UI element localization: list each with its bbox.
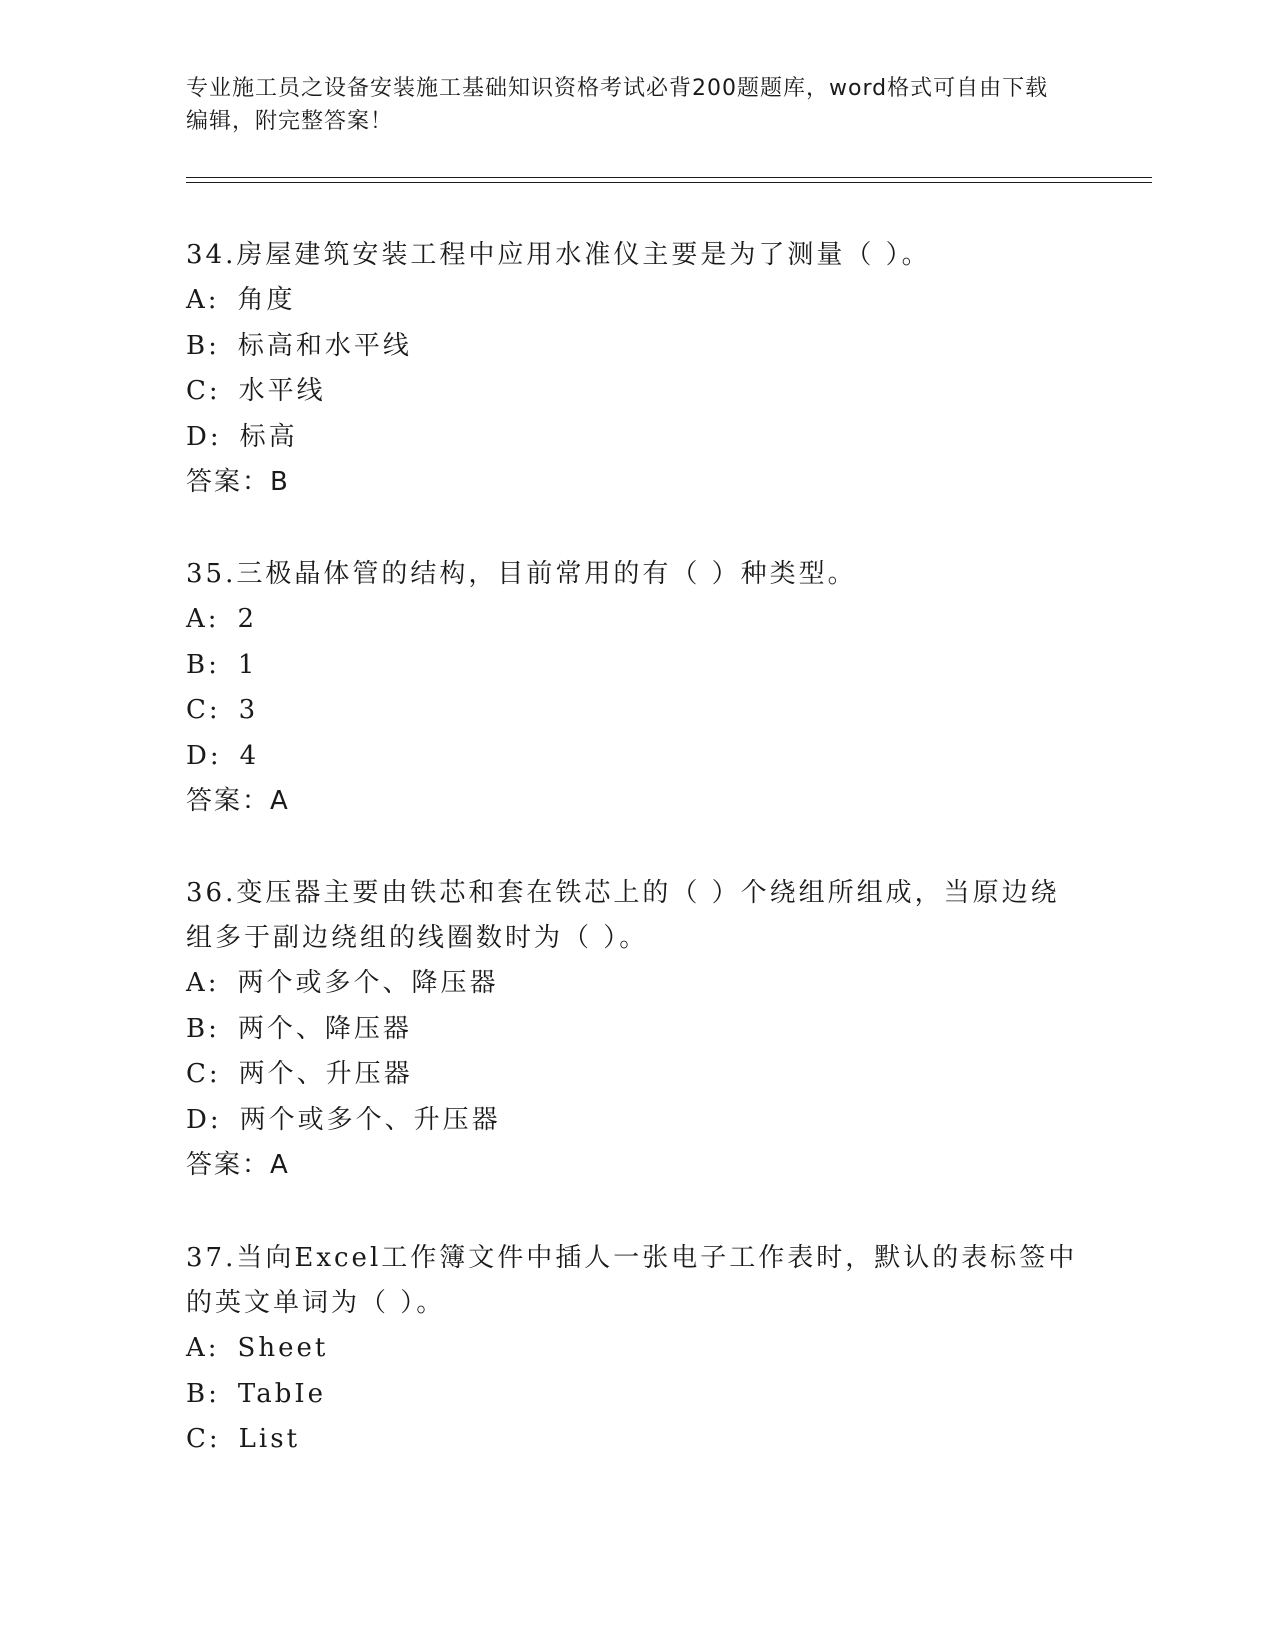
option-letter: B: [186, 649, 220, 680]
option-letter: D: [186, 740, 222, 771]
option-text: 角度 [237, 285, 296, 315]
option-text: 标高和水平线 [237, 330, 412, 361]
header-divider-top [186, 177, 1152, 178]
option-text: 两个、升压器 [238, 1059, 413, 1089]
option-text: Sheet [237, 1333, 329, 1363]
option-text: List [238, 1424, 301, 1454]
option-letter: C: [186, 1059, 221, 1089]
option-a [186, 278, 1086, 324]
option-letter: A: [186, 1333, 220, 1363]
option-letter: A: [186, 604, 220, 634]
option-letter: A: [186, 968, 220, 998]
option-text: 两个、降压器 [237, 1013, 412, 1044]
option-letter: C: [186, 376, 221, 406]
header-divider-bottom [186, 182, 1152, 183]
question-stem: 34.房屋建筑安装工程中应用水准仪主要是为了测量（ ）。 [186, 240, 931, 270]
option-a [186, 597, 1086, 643]
option-text: 1 [237, 649, 258, 680]
option-letter: B: [186, 1013, 220, 1044]
option-text: TabIe [237, 1378, 326, 1409]
option-text: 水平线 [238, 376, 326, 406]
question-36 [186, 871, 1086, 1188]
option-c [186, 1052, 1086, 1098]
option-c [186, 688, 1086, 734]
option-text: 标高 [239, 421, 298, 452]
option-letter: C: [186, 695, 221, 725]
option-d [186, 1098, 1086, 1144]
option-letter: C: [186, 1424, 221, 1454]
option-text: 两个或多个、升压器 [239, 1104, 501, 1135]
option-letter: A: [186, 285, 220, 315]
question-35 [186, 552, 1086, 824]
question-stem: 36.变压器主要由铁芯和套在铁芯上的（ ）个绕组所组成，当原边绕组多于副边绕组的线圈数时为（ ）。 [186, 878, 1060, 953]
option-letter: D: [186, 421, 222, 452]
option-text: 2 [237, 604, 258, 634]
option-a [186, 961, 1086, 1007]
option-text: 两个或多个、降压器 [237, 968, 499, 998]
answer-line: 答案：B [186, 467, 290, 497]
option-d [186, 415, 1086, 461]
option-letter: B: [186, 330, 220, 361]
option-text: 4 [239, 740, 260, 771]
option-c [186, 369, 1086, 415]
answer-line: 答案：A [186, 1150, 290, 1180]
question-37 [186, 1236, 1086, 1463]
answer-line: 答案：A [186, 786, 290, 816]
option-b [186, 1372, 1086, 1418]
option-text: 3 [238, 695, 259, 725]
option-b [186, 643, 1086, 689]
option-b [186, 1007, 1086, 1053]
document-header: 专业施工员之设备安装施工基础知识资格考试必背200题题库，word格式可自由下载编辑，附完整答案！ [186, 76, 1049, 134]
question-stem: 37.当向Excel工作簿文件中插人一张电子工作表时，默认的表标签中的英文单词为（ ）。 [186, 1243, 1078, 1318]
option-a [186, 1326, 1086, 1372]
option-letter: D: [186, 1104, 222, 1135]
option-b [186, 324, 1086, 370]
option-letter: B: [186, 1378, 220, 1409]
option-d [186, 734, 1086, 780]
question-34 [186, 233, 1086, 505]
option-c [186, 1417, 1086, 1463]
question-stem: 35.三极晶体管的结构，目前常用的有（ ）种类型。 [186, 559, 857, 589]
